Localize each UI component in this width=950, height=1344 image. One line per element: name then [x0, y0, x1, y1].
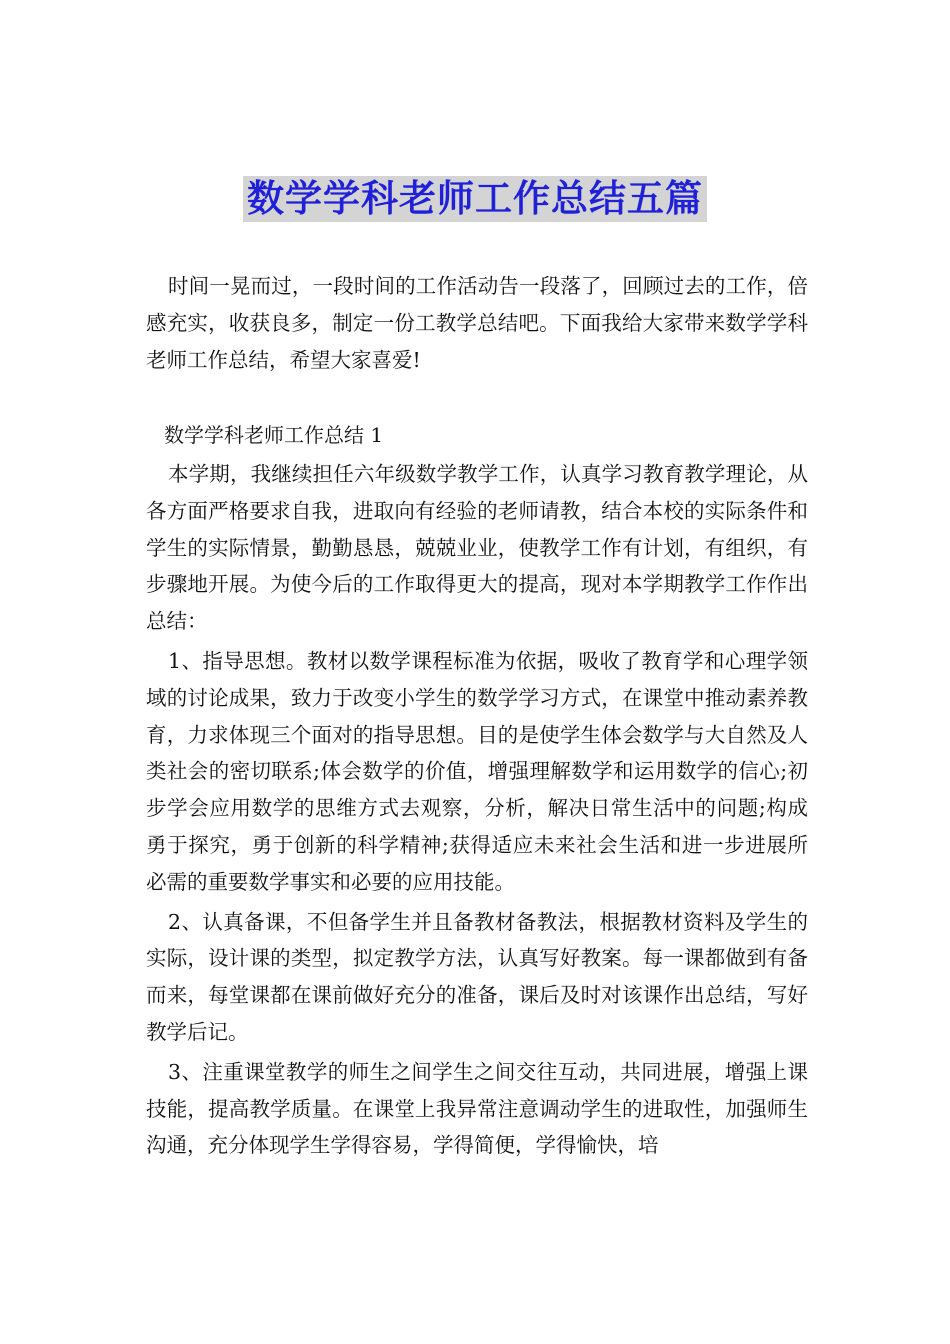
title-container	[0, 176, 950, 222]
paragraph-4: 3、注重课堂教学的师生之间学生之间交往互动，共同进展，增强上课技能，提高教学质量。在课堂上我异常注意调动学生的进取性，加强师生沟通，充分体现学生学得容易，学得简便，学得愉快，培	[146, 1059, 808, 1158]
section-heading: 数学学科老师工作总结 1	[164, 423, 384, 447]
paragraph-3: 2、认真备课，不但备学生并且备教材备教法，根据教材资料及学生的实际，设计课的类型，拟定教学方法，认真写好教案。每一课都做到有备而来，每堂课都在课前做好充分的准备，课后及时对该课作出总结，写好教学后记。	[146, 909, 808, 1044]
paragraph-1: 本学期，我继续担任六年级数学教学工作，认真学习教育教学理论，从各方面严格要求自我，进取向有经验的老师请教，结合本校的实际条件和学生的实际情景，勤勤恳恳，兢兢业业，使教学工作有计划，有组织，有步骤地开展。为使今后的工作取得更大的提高，现对本学期教学工作作出总结：	[146, 462, 808, 634]
intro-paragraph: 时间一晃而过，一段时间的工作活动告一段落了，回顾过去的工作，倍感充实，收获良多，制定一份工教学总结吧。下面我给大家带来数学学科老师工作总结，希望大家喜爱!	[146, 274, 808, 372]
paragraph-2: 1、指导思想。教材以数学课程标准为依据，吸收了教育学和心理学领域的讨论成果，致力于改变小学生的数学学习方式，在课堂中推动素养教育，力求体现三个面对的指导思想。目的是使学生体会数学与大自然及人类社会的密切联系;体会数学的价值，增强理解数学和运用数学的信心;初步学会应用数学的思维方式去观察，分析，解决日常生活中的问题;构成勇于探究，勇于创新的科学精神;获得适应未来社会生活和进一步进展所必需的重要数学事实和必要的应用技能。	[146, 648, 808, 894]
section-1	[146, 414, 808, 1164]
intro-block	[146, 268, 808, 378]
document-title: 数学学科老师工作总结五篇	[243, 176, 707, 222]
